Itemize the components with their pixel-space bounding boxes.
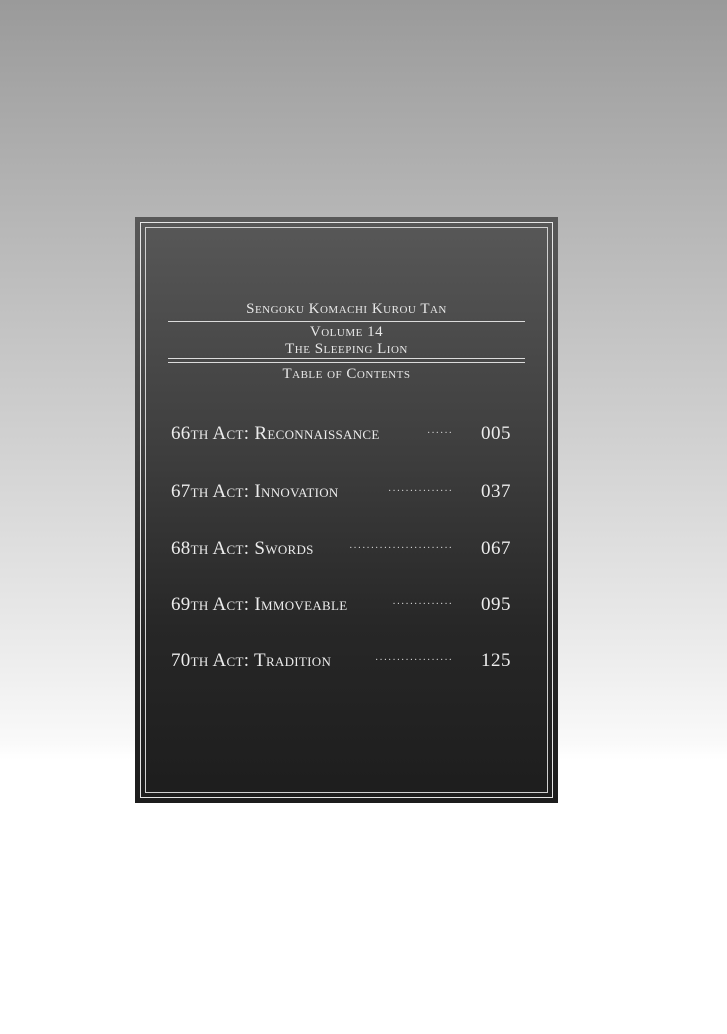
toc-entry-title: 68th Act: Swords [171, 538, 314, 559]
toc-entry-page: 037 [481, 481, 511, 502]
toc-entry[interactable] [171, 537, 511, 561]
volume-subtitle: The Sleeping Lion [285, 341, 408, 357]
toc-label: Table of Contents [282, 366, 411, 382]
toc-entry[interactable] [171, 480, 511, 504]
toc-entry-leader: ·············· [392, 599, 453, 610]
toc-entry-leader: ·················· [375, 655, 453, 666]
toc-entry-title: 69th Act: Immoveable [171, 594, 348, 615]
header-rule-double [168, 358, 525, 363]
toc-entry-title: 67th Act: Innovation [171, 481, 339, 502]
toc-entry-title: 70th Act: Tradition [171, 650, 332, 671]
toc-entry-leader: ··············· [388, 486, 453, 497]
volume-label: Volume 14 [309, 324, 384, 340]
header-rule-top [168, 321, 525, 322]
toc-entry-page: 067 [481, 538, 511, 559]
toc-entry-page: 095 [481, 594, 511, 615]
series-title: Sengoku Komachi Kurou Tan [246, 301, 447, 317]
toc-entry-page: 125 [481, 650, 511, 671]
toc-entry[interactable] [171, 422, 511, 446]
toc-entry-title: 66th Act: Reconnaissance [171, 423, 380, 444]
toc-entry-page: 005 [481, 423, 511, 444]
toc-entry[interactable] [171, 649, 511, 673]
toc-entry[interactable] [171, 593, 511, 617]
toc-entry-leader: ······ [427, 428, 453, 439]
table-of-contents-panel [135, 217, 558, 803]
toc-entry-leader: ························ [349, 543, 453, 554]
